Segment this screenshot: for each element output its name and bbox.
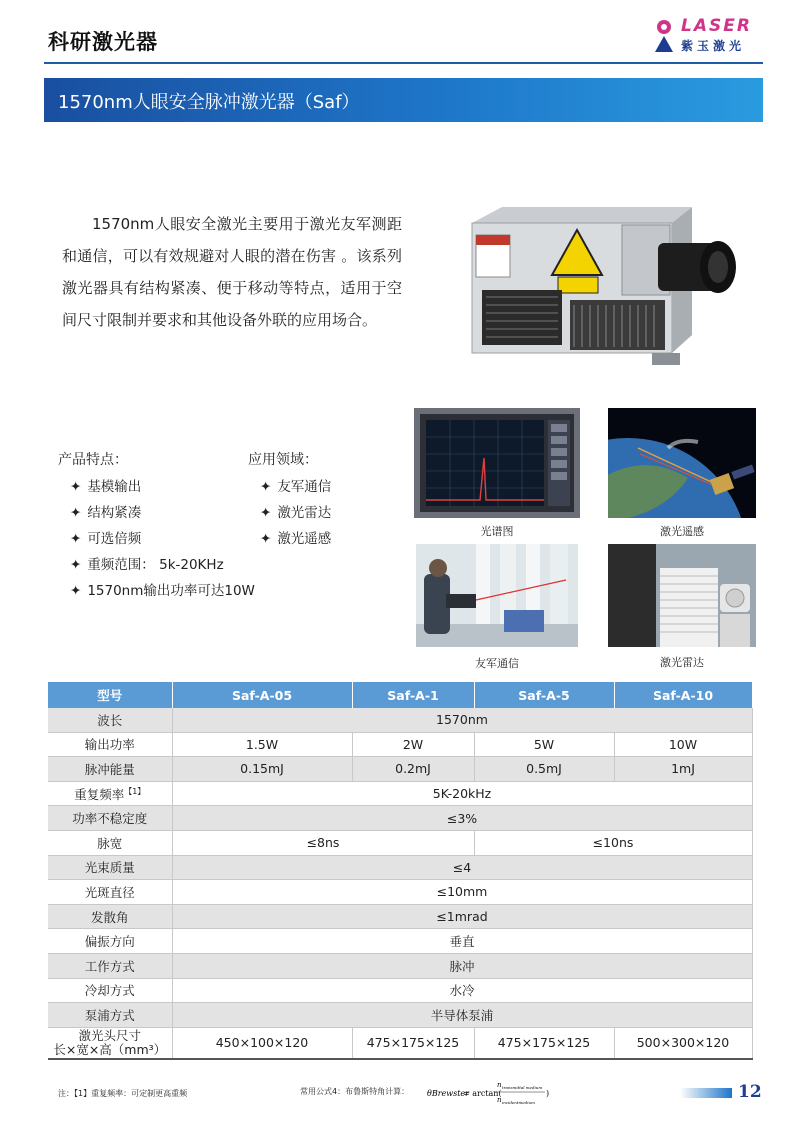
svg-text:transmittal medium: transmittal medium	[502, 1085, 543, 1090]
table-row	[48, 1027, 752, 1059]
header-divider	[44, 62, 763, 64]
application-item: ✦ 激光遥感	[260, 531, 332, 547]
table-cell: 10W	[614, 732, 752, 757]
company-logo	[651, 14, 763, 58]
title-banner	[44, 78, 763, 122]
section-title: 科研激光器	[48, 30, 158, 54]
footnote: 注：【1】重复频率：可定制更高重频	[58, 1089, 188, 1098]
footnote-ref: 【1】	[124, 786, 146, 796]
feature-item: ✦ 重频范围： 5k-20KHz	[70, 557, 224, 573]
row-label: 输出功率	[48, 732, 172, 757]
table-cell: 水冷	[172, 978, 752, 1003]
table-cell: 0.15mJ	[172, 757, 352, 782]
table-row	[48, 830, 752, 855]
application-item: ✦ 激光雷达	[260, 505, 332, 521]
table-cell: ≤8ns	[172, 830, 474, 855]
table-cell: 5K-20kHz	[172, 781, 752, 806]
table-cell: 5W	[474, 732, 614, 757]
row-label: 重复频率$^{【1】}$	[48, 781, 172, 806]
friendly-comms-photo	[416, 544, 578, 647]
logo-wordmark: LASER	[681, 16, 752, 36]
row-label: 光斑直径	[48, 880, 172, 905]
feature-item: ✦ 结构紧凑	[70, 505, 142, 521]
table-cell: 500×300×120	[614, 1027, 752, 1059]
table-cell: 475×175×125	[474, 1027, 614, 1059]
page-number: 12	[738, 1082, 762, 1102]
star-bullet-icon: ✦	[70, 479, 82, 495]
formula-label: 常用公式4：布鲁斯特角计算：	[300, 1087, 410, 1096]
table-cell: 脉冲	[172, 953, 752, 978]
svg-text:incidentmedium: incidentmedium	[502, 1100, 535, 1105]
row-label: 脉宽	[48, 830, 172, 855]
table-row	[48, 855, 752, 880]
table-row	[48, 806, 752, 831]
spectrum-photo	[414, 408, 580, 518]
header-cell: Saf-A-1	[352, 682, 474, 708]
application-item: ✦ 友军通信	[260, 479, 332, 495]
table-cell: 0.5mJ	[474, 757, 614, 782]
feature-item: ✦ 可选倍频	[70, 531, 142, 547]
star-bullet-icon: ✦	[70, 557, 82, 573]
star-bullet-icon: ✦	[260, 531, 272, 547]
table-cell: ≤1mrad	[172, 904, 752, 929]
row-label: 冷却方式	[48, 978, 172, 1003]
table-cell: 1.5W	[172, 732, 352, 757]
brewster-formula	[425, 1078, 555, 1108]
row-label: 功率不稳定度	[48, 806, 172, 831]
svg-text:θBrewster: θBrewster	[427, 1089, 469, 1098]
table-row	[48, 880, 752, 905]
row-label: 脉冲能量	[48, 757, 172, 782]
table-row	[48, 708, 752, 732]
header-cell: Saf-A-5	[474, 682, 614, 708]
table-row	[48, 732, 752, 757]
table-cell: ≤3%	[172, 806, 752, 831]
table-header-row	[48, 682, 752, 708]
page-number-bar	[680, 1088, 732, 1098]
spec-table	[48, 682, 753, 1060]
table-cell: 450×100×120	[172, 1027, 352, 1059]
row-label: 波长	[48, 708, 172, 732]
table-cell: 1570nm	[172, 708, 752, 732]
table-cell: ≤4	[172, 855, 752, 880]
row-label: 偏振方向	[48, 929, 172, 954]
feature-item: ✦ 1570nm输出功率可达10W	[70, 583, 255, 599]
remote-sensing-photo	[608, 408, 756, 518]
header-cell: Saf-A-05	[172, 682, 352, 708]
svg-text:n: n	[497, 1096, 502, 1104]
logo-mark-icon	[653, 18, 675, 52]
remote-sensing-caption: 激光遥感	[660, 525, 704, 538]
table-cell: 2W	[352, 732, 474, 757]
row-label: 激光头尺寸 长×宽×高（mm³）	[48, 1027, 172, 1059]
friendly-comms-caption: 友军通信	[475, 657, 519, 670]
table-cell: 1mJ	[614, 757, 752, 782]
features-heading: 产品特点：	[58, 452, 128, 468]
row-label: 光束质量	[48, 855, 172, 880]
intro-paragraph: 1570nm人眼安全激光主要用于激光友军测距和通信，可以有效规避对人眼的潜在伤害 。该系列激光器具有结构紧凑、便于移动等特点，适用于空间尺寸限制并要求和其他设备外联的应用场合。	[62, 215, 402, 329]
lidar-photo	[608, 544, 756, 647]
table-row	[48, 1003, 752, 1028]
table-row	[48, 978, 752, 1003]
table-row	[48, 781, 752, 806]
table-row	[48, 757, 752, 782]
table-cell: 半导体泵浦	[172, 1003, 752, 1028]
row-label: 工作方式	[48, 953, 172, 978]
table-cell: 475×175×125	[352, 1027, 474, 1059]
star-bullet-icon: ✦	[70, 531, 82, 547]
svg-text:): )	[546, 1089, 550, 1098]
table-row	[48, 953, 752, 978]
row-label: 发散角	[48, 904, 172, 929]
table-row	[48, 929, 752, 954]
star-bullet-icon: ✦	[70, 505, 82, 521]
header-cell: Saf-A-10	[614, 682, 752, 708]
feature-item: ✦ 基模输出	[70, 479, 142, 495]
applications-heading: 应用领域：	[248, 452, 318, 468]
star-bullet-icon: ✦	[260, 479, 272, 495]
svg-text:n: n	[497, 1081, 502, 1089]
spectrum-caption: 光谱图	[480, 525, 514, 538]
table-row	[48, 904, 752, 929]
product-title: 1570nm人眼安全脉冲激光器（Saf）	[58, 92, 360, 113]
laser-product-image	[462, 205, 742, 373]
table-cell: ≤10mm	[172, 880, 752, 905]
lidar-caption: 激光雷达	[660, 656, 704, 669]
table-cell: 0.2mJ	[352, 757, 474, 782]
row-label: 泵浦方式	[48, 1003, 172, 1028]
header-cell: 型号	[48, 682, 172, 708]
svg-text:= arctan(: = arctan(	[463, 1089, 502, 1098]
table-cell: 垂直	[172, 929, 752, 954]
star-bullet-icon: ✦	[70, 583, 82, 599]
logo-chinese: 紫玉激光	[681, 39, 746, 53]
star-bullet-icon: ✦	[260, 505, 272, 521]
table-cell: ≤10ns	[474, 830, 752, 855]
